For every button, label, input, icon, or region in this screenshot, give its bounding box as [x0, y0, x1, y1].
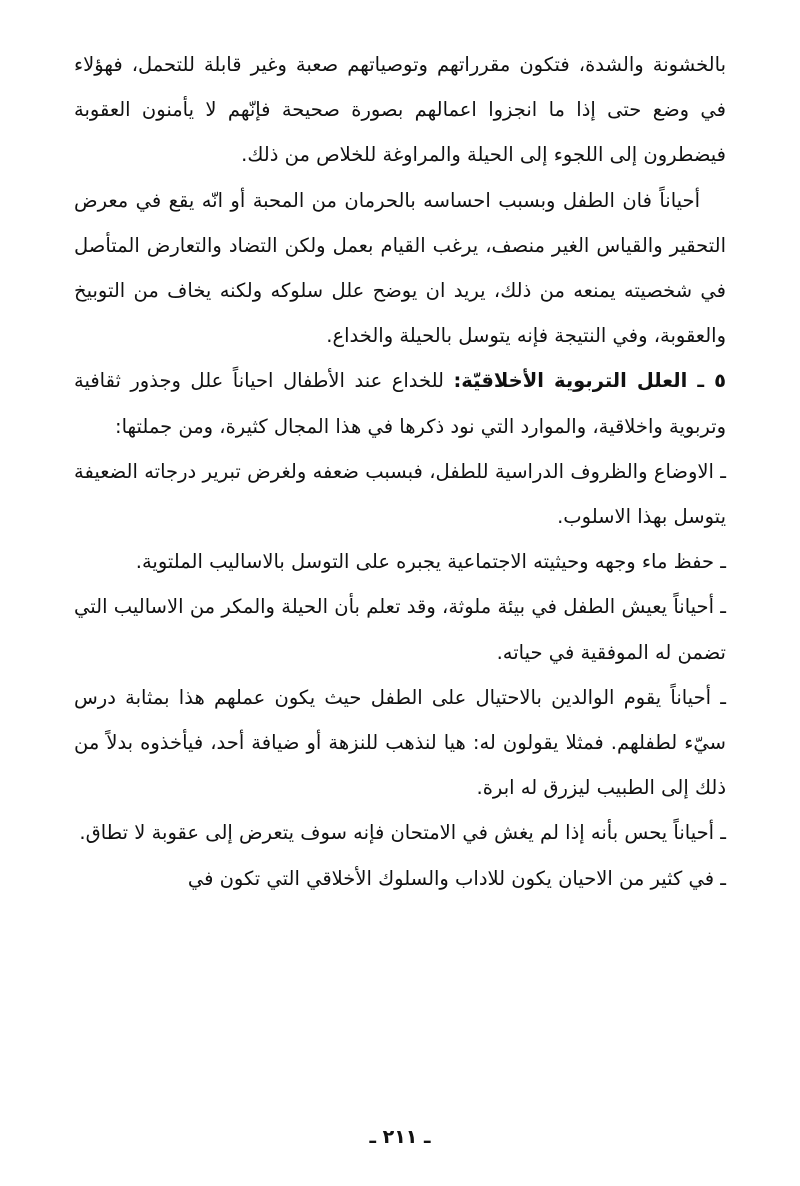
paragraph-deprivation: أحياناً فان الطفل وبسبب احساسه بالحرمان من المحبة أو انّه يقع في معرض التحقير والقياس الغير منصف، يرغب القيام بعمل ولكن التضاد والتعارض المتأصل في شخصيته يمنعه من ذلك، يريد ان يوضح علل سلوكه ولكنه يخاف من التوبيخ والعقوبة، وفي النتيجة فإنه يتوسل بالحيلة والخداع. — [74, 188, 726, 348]
page-number: ـ ٢١١ ـ — [369, 1126, 431, 1148]
list-item: ـ أحياناً يقوم الوالدين بالاحتيال على الطفل حيث يكون عملهم هذا بمثابة درس سيّء لطفلهم. فمثلا يقولون له: هيا لنذهب للنزهة أو ضيافة أحد، فيأخذوه بدلاً من ذلك إلى الطبيب ليزرق له ابرة. — [74, 685, 726, 800]
section-heading: ٥ ـ العلل التربوية الأخلاقيّة: — [453, 369, 726, 393]
list-item: ـ الاوضاع والظروف الدراسية للطفل، فبسبب ضعفه ولغرض تبرير درجاته الضعيفة يتوسل بهذا الاسلوب. — [74, 459, 726, 529]
paragraph-section-5 — [74, 358, 726, 448]
list-item: ـ في كثير من الاحيان يكون للاداب والسلوك الأخلاقي التي تكون في — [187, 866, 726, 890]
list-item: ـ حفظ ماء وجهه وحيثيته الاجتماعية يجبره على التوسل بالاساليب الملتوية. — [135, 550, 726, 574]
list-item: ـ أحياناً يعيش الطفل في بيئة ملوثة، وقد تعلم بأن الحيلة والمكر من الاساليب التي تضمن له الموفقية في حياته. — [74, 595, 726, 664]
paragraph-continued: بالخشونة والشدة، فتكون مقرراتهم وتوصياتهم صعبة وغير قابلة للتحمل، فهؤلاء في وضع حتى إذا ما انجزوا اعمالهم بصورة صحيحة فإنّهم لا يأمنون العقوبة فيضطرون إلى اللجوء إلى الحيلة والمراوغة للخلاص من ذلك. — [74, 53, 726, 167]
section-text: للخداع عند الأطفال احياناً علل وجذور ثقافية وتربوية واخلاقية، والموارد التي نود ذكرها في هذا المجال كثيرة، ومن جملتها: — [74, 369, 726, 438]
body-text — [74, 42, 726, 901]
list-item: ـ أحياناً يحس بأنه إذا لم يغش في الامتحان فإنه سوف يتعرض إلى عقوبة لا تطاق. — [79, 821, 726, 845]
